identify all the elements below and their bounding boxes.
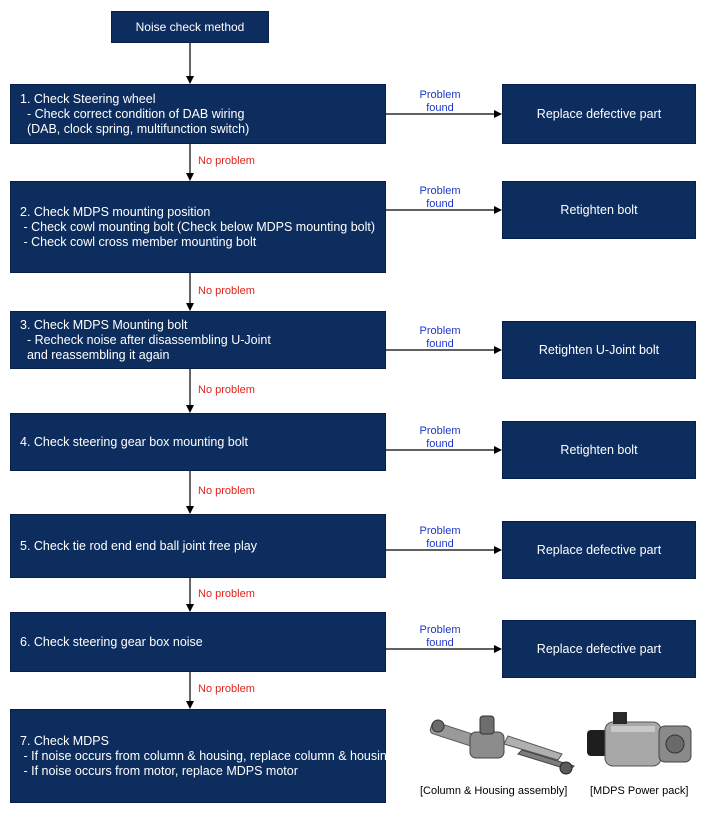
step-3-line-3: and reassembling it again — [20, 347, 170, 362]
problem-found-text: Problem — [419, 185, 461, 197]
step-2-result-text: Retighten bolt — [560, 203, 638, 217]
step-6-line-1: 6. Check steering gear box noise — [20, 634, 203, 649]
step-6-problem-found-label — [410, 624, 470, 650]
problem-found-text: found — [426, 198, 454, 210]
step-7-box — [10, 709, 394, 803]
step-5-result-text: Replace defective part — [536, 543, 662, 557]
step-3-result-box — [502, 321, 696, 379]
step-6-result-text: Replace defective part — [536, 642, 662, 656]
step-1-line-3: (DAB, clock spring, multifunction switch) — [20, 121, 250, 136]
step-1-line-2: - Check correct condition of DAB wiring — [20, 106, 245, 121]
step-2-problem-found-label — [410, 185, 470, 211]
step-2-line-3: - Check cowl cross member mounting bolt — [20, 234, 257, 249]
column-housing-caption: [Column & Housing assembly] — [420, 785, 568, 797]
step-7-line-1: 7. Check MDPS — [20, 733, 109, 748]
step-3-box — [10, 311, 386, 369]
step-6-result-box — [502, 620, 696, 678]
step-3-result-text: Retighten U-Joint bolt — [538, 343, 660, 357]
column-housing-assembly-image — [420, 708, 590, 778]
mdps-power-pack-image — [583, 708, 698, 778]
step-4-problem-found-label — [410, 425, 470, 451]
step-3-line-1: 3. Check MDPS Mounting bolt — [20, 317, 188, 332]
step-7-line-3: - If noise occurs from motor, replace MDPS motor — [20, 763, 298, 778]
step-1-result-box — [502, 84, 696, 144]
step-4-result-text: Retighten bolt — [560, 443, 638, 457]
step-1-result-text: Replace defective part — [536, 107, 662, 121]
step-3-no-problem-label: No problem — [198, 383, 255, 396]
title-text: Noise check method — [135, 20, 245, 34]
problem-found-text: found — [426, 338, 454, 350]
problem-found-text: Problem — [419, 325, 461, 337]
step-2-result-box — [502, 181, 696, 239]
problem-found-text: found — [426, 102, 454, 114]
problem-found-text: Problem — [419, 624, 461, 636]
step-5-result-box — [502, 521, 696, 579]
step-3-line-2: - Recheck noise after disassembling U-Joint — [20, 332, 271, 347]
step-2-line-2: - Check cowl mounting bolt (Check below MDPS mounting bolt) — [20, 219, 376, 234]
step-3-problem-found-label — [410, 325, 470, 351]
step-1-no-problem-label: No problem — [198, 155, 255, 167]
step-1-problem-found-label — [410, 89, 470, 115]
problem-found-text: found — [426, 538, 454, 550]
step-4-no-problem-label: No problem — [198, 485, 255, 497]
step-1-box — [10, 84, 386, 144]
step-5-box — [10, 514, 386, 578]
title-box — [111, 11, 269, 43]
problem-found-text: found — [426, 438, 454, 450]
power-pack-caption: [MDPS Power pack] — [590, 785, 689, 797]
problem-found-text: Problem — [419, 525, 461, 537]
problem-found-text: found — [426, 637, 454, 649]
step-1-line-1: 1. Check Steering wheel — [20, 91, 156, 106]
step-5-line-1: 5. Check tie rod end end ball joint free play — [20, 538, 257, 553]
step-4-line-1: 4. Check steering gear box mounting bolt — [20, 434, 248, 449]
step-5-no-problem-label: No problem — [198, 587, 255, 600]
step-2-no-problem-label: No problem — [198, 284, 255, 297]
step-5-problem-found-label — [410, 525, 470, 551]
problem-found-text: Problem — [419, 425, 461, 437]
step-4-box — [10, 413, 386, 471]
problem-found-text: Problem — [419, 89, 461, 101]
step-6-box — [10, 612, 386, 672]
step-2-line-1: 2. Check MDPS mounting position — [20, 204, 211, 219]
step-7-line-2: - If noise occurs from column & housing, replace column & housing — [20, 748, 394, 763]
step-2-box — [10, 181, 386, 273]
step-6-no-problem-label: No problem — [198, 683, 255, 695]
step-4-result-box — [502, 421, 696, 479]
